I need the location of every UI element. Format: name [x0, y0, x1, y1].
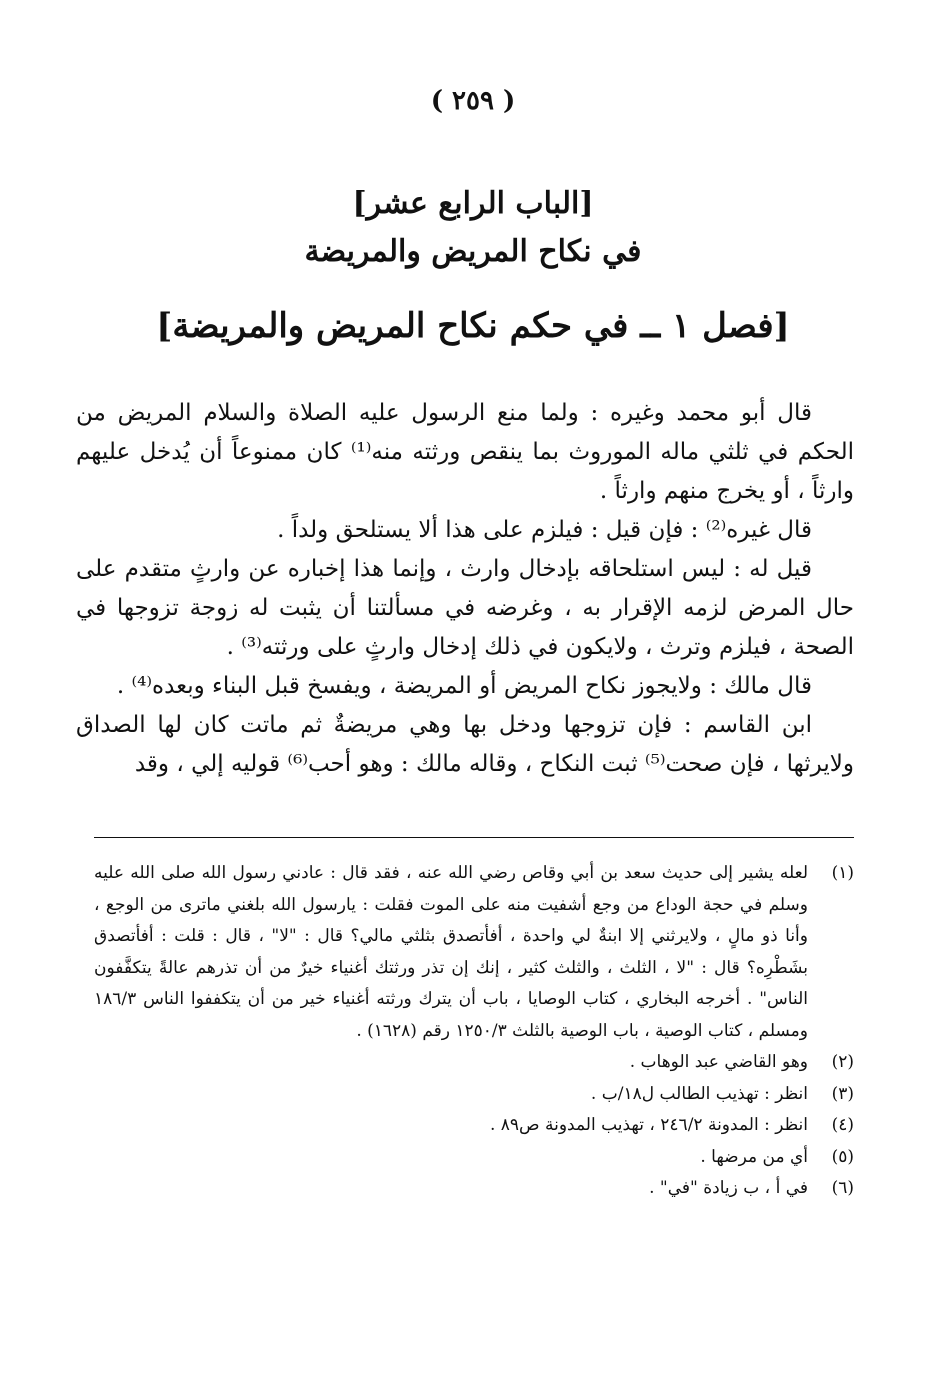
paragraph: قال غيره⁽²⁾ : فإن قيل : فيلزم على هذا ألا يستلحق ولداً . — [277, 517, 812, 543]
page-number: ( ٢٥٩ ) — [430, 86, 516, 116]
chapter-subheading: في نكاح المريض والمريضة — [304, 234, 642, 269]
main-text — [76, 394, 854, 784]
footnote — [94, 1173, 854, 1205]
footnote — [94, 1142, 854, 1174]
footnote — [94, 858, 854, 1047]
footnote-text: انظر : المدونة ٢٤٦/٢ ، تهذيب المدونة ص٨٩ . — [489, 1115, 808, 1135]
footnote-text: وهو القاضي عبد الوهاب . — [629, 1052, 808, 1072]
chapter-title — [0, 180, 946, 276]
chapter-heading: [الباب الرابع عشر] — [352, 186, 594, 221]
footnote-divider — [94, 837, 854, 838]
footnote-number: (٥) — [831, 1146, 854, 1167]
footnote-number: (٤) — [831, 1115, 854, 1135]
footnote-text: أي من مرضها . — [700, 1146, 808, 1167]
footnote-number: (٢) — [831, 1052, 854, 1072]
footnote-text: في أ ، ب زيادة "في" . — [649, 1178, 808, 1198]
footnote-number: (٦) — [831, 1178, 854, 1198]
footnote — [94, 1047, 854, 1079]
footnote — [94, 1079, 854, 1111]
footnote-number: (١) — [831, 863, 854, 883]
footnotes — [94, 858, 854, 1205]
paragraph: قال أبو محمد وغيره : ولما منع الرسول عليه الصلاة والسلام المريض من الحكم في ثلثي ماله الموروث بما ينقص ورثته منه⁽¹⁾ كان ممنوعاً أن يُدخل عليهم وارثاً ، أو يخرج منهم وارثاً . — [76, 400, 854, 504]
paragraph: ابن القاسم : فإن تزوجها ودخل بها وهي مريضةٌ ثم ماتت كان لها الصداق ولايرثها ، فإن صحت⁽⁵⁾ ثبت النكاح ، وقاله مالك : وهو أحب⁽⁶⁾ قوليه إلي ، وقد — [76, 712, 854, 777]
footnote-text: انظر : تهذيب الطالب ل١٨/ب . — [590, 1083, 808, 1104]
footnote-text: لعله يشير إلى حديث سعد بن أبي وقاص رضي الله عنه ، فقد قال : عادني رسول الله صلى الله عليه وسلم في حجة الوداع من وجع أشفيت منه على الموت فقلت : يارسول الله بلغني ماترى من الوجع ، وأنا ذو مالٍ ، ولايرثني إلا ابنةٌ لي واحدة ، أفأتصدق بثلثي مالي؟ قال : "لا" ، قال : قلت : أفأتصدق بشَطْرِه؟ قال : "لا ، الثلث ، والثلث كثير ، إنك إن تذر ورثتك أغنياء خيرٌ من أن تذرهم عالةً يتكفَّفون الناس" . أخرجه البخاري ، كتاب الوصايا ، باب أن يترك ورثته أغنياء خير من أن يتكففوا الناس ١٨٦/٣ ومسلم ، كتاب الوصية ، باب الوصية بالثلث ١٢٥٠/٣ رقم (١٦٢٨) . — [94, 863, 808, 1041]
paragraph: قال مالك : ولايجوز نكاح المريض أو المريضة ، ويفسخ قبل البناء وبعده⁽⁴⁾ . — [116, 673, 812, 699]
footnote — [94, 1110, 854, 1142]
footnote-number: (٣) — [831, 1083, 854, 1104]
paragraph: قيل له : ليس استلحاقه بإدخال وارث ، وإنما هذا إخباره عن وارثٍ متقدم على حال المرض لزمه الإقرار به ، وغرضه في مسألتنا أن يثبت له زوجة تزوجها في الصحة ، فيلزم وترث ، ولايكون في ذلك إدخال وارثٍ على ورثته⁽³⁾ . — [76, 556, 854, 660]
section-title: [فصل ١ ــ في حكم نكاح المريض والمريضة] — [156, 306, 790, 346]
